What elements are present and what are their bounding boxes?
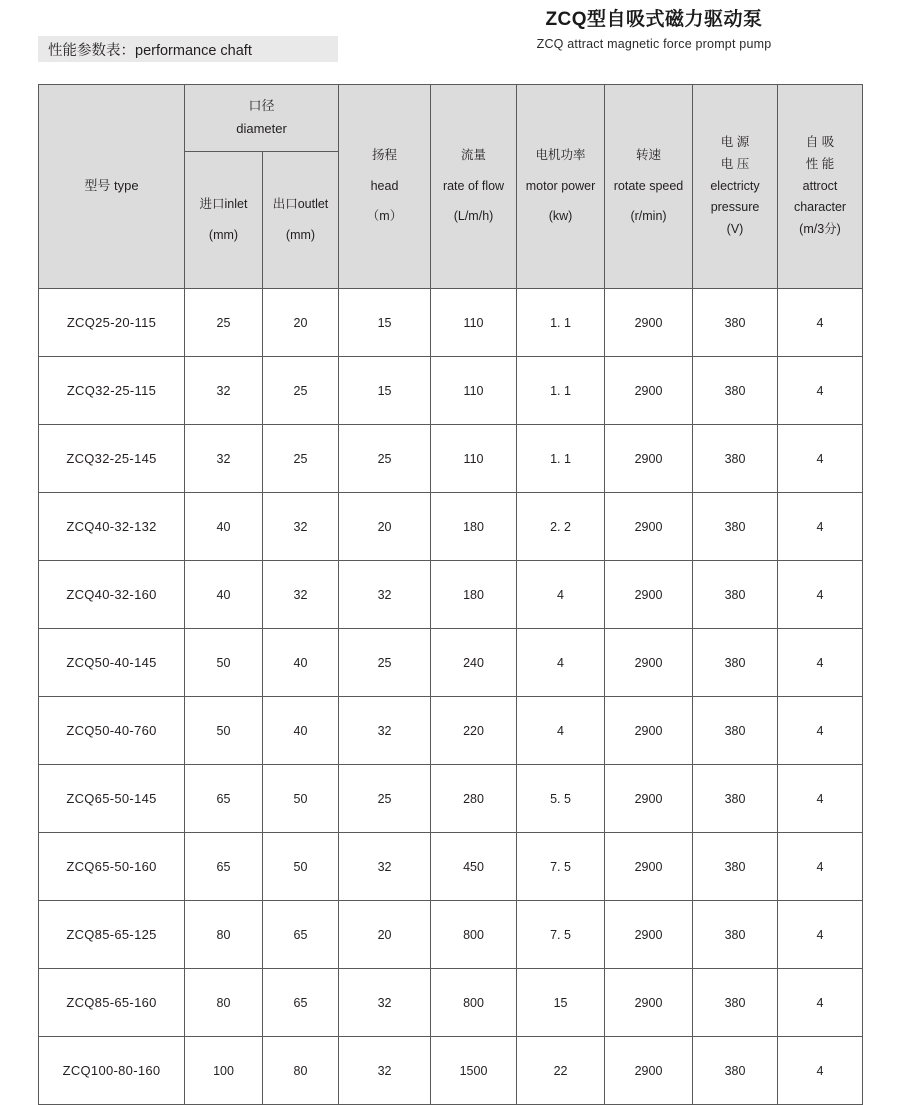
- table-body: [39, 289, 863, 1105]
- cell-speed: 2900: [605, 765, 693, 833]
- cell-character: 4: [778, 901, 863, 969]
- cell-type: ZCQ50-40-145: [39, 629, 185, 697]
- cell-flow: 110: [431, 289, 517, 357]
- table-head: [39, 85, 863, 289]
- cell-inlet: 80: [185, 901, 263, 969]
- column-header-character: [778, 85, 863, 289]
- voltage-line-4: pressure: [710, 200, 760, 215]
- column-header-flow: [431, 85, 517, 289]
- table-row: [39, 901, 863, 969]
- cell-flow: 180: [431, 561, 517, 629]
- cell-type: ZCQ65-50-160: [39, 833, 185, 901]
- cell-flow: 240: [431, 629, 517, 697]
- cell-speed: 2900: [605, 697, 693, 765]
- cell-head: 15: [339, 357, 431, 425]
- cell-speed: 2900: [605, 901, 693, 969]
- head-line-1: 扬程: [372, 147, 398, 162]
- character-line-5: (m/3分): [799, 222, 841, 237]
- flow-line-2: rate of flow: [442, 178, 505, 193]
- cell-character: 4: [778, 357, 863, 425]
- cell-voltage: 380: [693, 833, 778, 901]
- header-title-cn: ZCQ型自吸式磁力驱动泵: [545, 9, 763, 30]
- performance-table-wrapper: [38, 84, 862, 1105]
- cell-power: 7. 5: [517, 901, 605, 969]
- cell-type: ZCQ32-25-115: [39, 357, 185, 425]
- character-line-2: 性 能: [805, 156, 835, 171]
- cell-flow: 110: [431, 357, 517, 425]
- cell-type: ZCQ40-32-160: [39, 561, 185, 629]
- column-header-diameter: [185, 85, 339, 152]
- column-header-voltage: [693, 85, 778, 289]
- cell-speed: 2900: [605, 493, 693, 561]
- cell-power: 1. 1: [517, 425, 605, 493]
- section-caption-bar: [38, 36, 338, 62]
- cell-outlet: 32: [263, 561, 339, 629]
- cell-head: 25: [339, 629, 431, 697]
- cell-voltage: 380: [693, 289, 778, 357]
- cell-outlet: 32: [263, 493, 339, 561]
- cell-power: 2. 2: [517, 493, 605, 561]
- head-line-2: head: [370, 178, 399, 193]
- cell-voltage: 380: [693, 357, 778, 425]
- diameter-header-cn: 口径: [248, 98, 275, 114]
- cell-head: 25: [339, 765, 431, 833]
- cell-outlet: 65: [263, 969, 339, 1037]
- document-header: [444, 8, 864, 51]
- cell-outlet: 65: [263, 901, 339, 969]
- table-row: [39, 493, 863, 561]
- table-row: [39, 289, 863, 357]
- character-line-3: attroct: [802, 178, 838, 193]
- cell-outlet: 50: [263, 833, 339, 901]
- cell-power: 22: [517, 1037, 605, 1105]
- table-row: [39, 969, 863, 1037]
- cell-outlet: 25: [263, 425, 339, 493]
- cell-speed: 2900: [605, 1037, 693, 1105]
- cell-outlet: 25: [263, 357, 339, 425]
- cell-speed: 2900: [605, 833, 693, 901]
- cell-outlet: 40: [263, 697, 339, 765]
- head-line-3: （m）: [366, 209, 403, 224]
- cell-type: ZCQ25-20-115: [39, 289, 185, 357]
- cell-flow: 280: [431, 765, 517, 833]
- cell-character: 4: [778, 425, 863, 493]
- cell-inlet: 25: [185, 289, 263, 357]
- cell-head: 20: [339, 901, 431, 969]
- cell-character: 4: [778, 629, 863, 697]
- cell-voltage: 380: [693, 561, 778, 629]
- cell-speed: 2900: [605, 357, 693, 425]
- cell-head: 32: [339, 969, 431, 1037]
- character-line-1: 自 吸: [805, 134, 835, 149]
- cell-voltage: 380: [693, 629, 778, 697]
- cell-character: 4: [778, 561, 863, 629]
- speed-line-1: 转速: [636, 147, 662, 162]
- table-row: [39, 697, 863, 765]
- cell-character: 4: [778, 833, 863, 901]
- column-header-outlet: [263, 152, 339, 289]
- cell-character: 4: [778, 969, 863, 1037]
- inlet-line-2: (mm): [208, 227, 239, 242]
- column-header-power: [517, 85, 605, 289]
- cell-inlet: 65: [185, 833, 263, 901]
- cell-outlet: 50: [263, 765, 339, 833]
- cell-inlet: 32: [185, 425, 263, 493]
- cell-inlet: 40: [185, 493, 263, 561]
- outlet-line-1: 出口outlet: [272, 196, 329, 211]
- performance-table: [38, 84, 863, 1105]
- cell-voltage: 380: [693, 901, 778, 969]
- column-header-inlet: [185, 152, 263, 289]
- power-line-1: 电机功率: [535, 147, 586, 162]
- cell-power: 15: [517, 969, 605, 1037]
- cell-character: 4: [778, 1037, 863, 1105]
- outlet-line-2: (mm): [285, 227, 316, 242]
- cell-flow: 800: [431, 969, 517, 1037]
- cell-speed: 2900: [605, 289, 693, 357]
- power-line-2: motor power: [525, 178, 596, 193]
- cell-flow: 800: [431, 901, 517, 969]
- cell-voltage: 380: [693, 697, 778, 765]
- cell-outlet: 40: [263, 629, 339, 697]
- cell-inlet: 50: [185, 629, 263, 697]
- cell-type: ZCQ65-50-145: [39, 765, 185, 833]
- cell-flow: 110: [431, 425, 517, 493]
- cell-speed: 2900: [605, 969, 693, 1037]
- character-line-4: character: [793, 200, 847, 215]
- column-header-type: 型号 type: [39, 85, 185, 289]
- table-row: [39, 425, 863, 493]
- cell-head: 15: [339, 289, 431, 357]
- flow-line-1: 流量: [461, 147, 487, 162]
- table-row: [39, 629, 863, 697]
- table-row: [39, 833, 863, 901]
- table-row: [39, 1037, 863, 1105]
- cell-power: 4: [517, 561, 605, 629]
- cell-inlet: 80: [185, 969, 263, 1037]
- cell-head: 32: [339, 697, 431, 765]
- table-header-row-1: [39, 85, 863, 152]
- speed-line-2: rotate speed: [613, 178, 684, 193]
- cell-voltage: 380: [693, 765, 778, 833]
- power-line-3: (kw): [548, 209, 573, 224]
- column-header-speed: [605, 85, 693, 289]
- cell-flow: 180: [431, 493, 517, 561]
- cell-type: ZCQ100-80-160: [39, 1037, 185, 1105]
- voltage-line-3: electricty: [710, 178, 760, 193]
- cell-type: ZCQ40-32-132: [39, 493, 185, 561]
- cell-type: ZCQ85-65-125: [39, 901, 185, 969]
- table-row: [39, 561, 863, 629]
- cell-character: 4: [778, 765, 863, 833]
- table-row: [39, 357, 863, 425]
- cell-type: ZCQ85-65-160: [39, 969, 185, 1037]
- cell-inlet: 40: [185, 561, 263, 629]
- cell-head: 32: [339, 1037, 431, 1105]
- cell-power: 1. 1: [517, 357, 605, 425]
- cell-voltage: 380: [693, 425, 778, 493]
- cell-speed: 2900: [605, 425, 693, 493]
- inlet-line-1: 进口inlet: [199, 196, 248, 211]
- table-row: [39, 765, 863, 833]
- flow-line-3: (L/m/h): [453, 209, 494, 224]
- cell-type: ZCQ32-25-145: [39, 425, 185, 493]
- cell-outlet: 80: [263, 1037, 339, 1105]
- cell-type: ZCQ50-40-760: [39, 697, 185, 765]
- cell-character: 4: [778, 697, 863, 765]
- voltage-line-2: 电 压: [720, 156, 750, 171]
- voltage-line-5: (V): [726, 222, 744, 237]
- cell-power: 4: [517, 697, 605, 765]
- cell-speed: 2900: [605, 561, 693, 629]
- cell-inlet: 100: [185, 1037, 263, 1105]
- cell-head: 32: [339, 561, 431, 629]
- cell-power: 1. 1: [517, 289, 605, 357]
- cell-power: 4: [517, 629, 605, 697]
- cell-inlet: 32: [185, 357, 263, 425]
- cell-speed: 2900: [605, 629, 693, 697]
- cell-inlet: 65: [185, 765, 263, 833]
- cell-head: 25: [339, 425, 431, 493]
- cell-flow: 220: [431, 697, 517, 765]
- cell-character: 4: [778, 289, 863, 357]
- cell-power: 5. 5: [517, 765, 605, 833]
- cell-head: 20: [339, 493, 431, 561]
- cell-head: 32: [339, 833, 431, 901]
- cell-power: 7. 5: [517, 833, 605, 901]
- header-title-en: ZCQ attract magnetic force prompt pump: [536, 36, 772, 51]
- cell-voltage: 380: [693, 1037, 778, 1105]
- cell-inlet: 50: [185, 697, 263, 765]
- cell-outlet: 20: [263, 289, 339, 357]
- speed-line-3: (r/min): [630, 209, 667, 224]
- section-caption-text: 性能参数表：performance chaft: [48, 42, 252, 59]
- cell-voltage: 380: [693, 493, 778, 561]
- column-header-head: [339, 85, 431, 289]
- voltage-line-1: 电 源: [720, 134, 750, 149]
- cell-flow: 1500: [431, 1037, 517, 1105]
- cell-character: 4: [778, 493, 863, 561]
- cell-flow: 450: [431, 833, 517, 901]
- diameter-header-en: diameter: [236, 121, 287, 136]
- cell-voltage: 380: [693, 969, 778, 1037]
